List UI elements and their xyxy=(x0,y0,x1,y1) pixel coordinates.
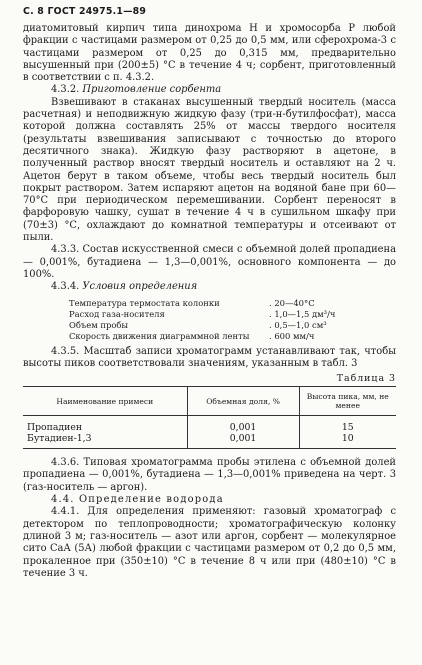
table-caption: Таблица 3 xyxy=(336,373,396,385)
section-title: Приготовление сорбента xyxy=(82,84,222,96)
paragraph-4-3-3: 4.3.3. Состав искусственной смеси с объемной долей пропадиена — 0,001%, бутадиена — 1,3—0,001%, основного компонента — до 100%. xyxy=(23,244,396,280)
column-header: Объемная доля, % xyxy=(187,387,299,416)
condition-label: Расход газа-носителя xyxy=(69,308,165,319)
impurity-table xyxy=(23,386,396,449)
section-4-3-2-heading xyxy=(23,84,396,96)
condition-label: Скорость движения диаграммной ленты xyxy=(69,330,250,341)
condition-row xyxy=(69,298,396,309)
peak-height: 10 xyxy=(299,433,396,449)
column-header: Наименование примеси xyxy=(23,387,187,416)
table-row xyxy=(23,433,396,449)
section-title: Условия определения xyxy=(82,281,198,293)
page-header: С. 8 ГОСТ 24975.1—89 xyxy=(23,6,147,17)
paragraph-4-4-1: 4.4.1. Для определения применяют: газовый хроматограф с детектором по теплопроводности; хроматографическую колонку длиной 3 м; газ-носитель — азот или аргон, сорбент — молекулярное сито СаА (5А) любой фракции с частицами размером от 0,2 до 0,5 мм, прокаленное при (350±10) °С в течение 8 ч или при (480±10) °С в течение 3 ч. xyxy=(23,506,396,579)
condition-label: Температура термостата колонки xyxy=(69,297,220,308)
condition-row xyxy=(69,331,396,342)
peak-height: 15 xyxy=(299,416,396,434)
paragraph-intro: диатомитовый кирпич типа динохрома Н и хромосорба Р любой фракции с частицами размером от 0,25 до 0,5 мм, или сферохрома-3 с частицами размером от 0,25 до 0,315 мм, предварительно высушенный при (200±5) °С в течение 4 ч; сорбент, приготовленный в соответствии с п. 4.3.2. xyxy=(23,23,396,84)
condition-label: Объем пробы xyxy=(69,319,129,330)
section-4-3-4-heading xyxy=(23,281,396,293)
column-header: Высота пика, мм, не менее xyxy=(299,387,396,416)
section-number: 4.3.2. xyxy=(51,84,80,96)
volume-share: 0,001 xyxy=(187,433,299,449)
condition-row xyxy=(69,320,396,331)
condition-value: . 1,0—1,5 дм³/ч xyxy=(269,308,336,319)
condition-value: . 600 мм/ч xyxy=(269,330,315,341)
paragraph-4-3-2: Взвешивают в стаканах высушенный твердый носитель (масса расчетная) и неподвижную жидкую фазу (три-н-бутилфосфат), масса которой должна составлять 25% от массы твердого носителя (результаты взвешивания записывают с точностью до второго десятичного знака). Жидкую фазу растворяют в ацетоне, в полученный раствор вносят твердый носитель и оставляют на 2 ч. Ацетон берут в таком объеме, чтобы весь твердый носитель был покрыт раствором. Затем испаряют ацетон на водяной бане при 60—70°С при периодическом перемешивании. Сорбент переносят в фарфоровую чашку, сушат в течение 4 ч в сушильном шкафу при (70±3) °С, охлаждают до комнатной температуры и отсеивают от пыли. xyxy=(23,96,396,244)
impurity-name: Бутадиен-1,3 xyxy=(23,433,187,449)
table-row xyxy=(23,416,396,434)
condition-row xyxy=(69,309,396,320)
conditions-list xyxy=(69,298,396,342)
impurity-name: Пропадиен xyxy=(27,422,83,434)
paragraph-4-3-6: 4.3.6. Типовая хроматограмма пробы этилена с объемной долей пропадиена — 0,001%, бутадиена — 1,3—0,001% приведена на черт. 3 (газ-носитель — аргон). xyxy=(23,457,396,493)
section-number: 4.3.4. xyxy=(51,281,80,293)
paragraph-4-3-5: 4.3.5. Масштаб записи хроматограмм устанавливают так, чтобы высоты пиков соответствовали значениям, указанным в табл. 3 xyxy=(23,345,396,369)
volume-share: 0,001 xyxy=(187,416,299,434)
condition-value: . 20—40°С xyxy=(269,297,315,308)
section-4-4-heading: 4.4. Определение водорода xyxy=(51,494,224,506)
condition-value: . 0,5—1,0 см³ xyxy=(269,319,327,330)
